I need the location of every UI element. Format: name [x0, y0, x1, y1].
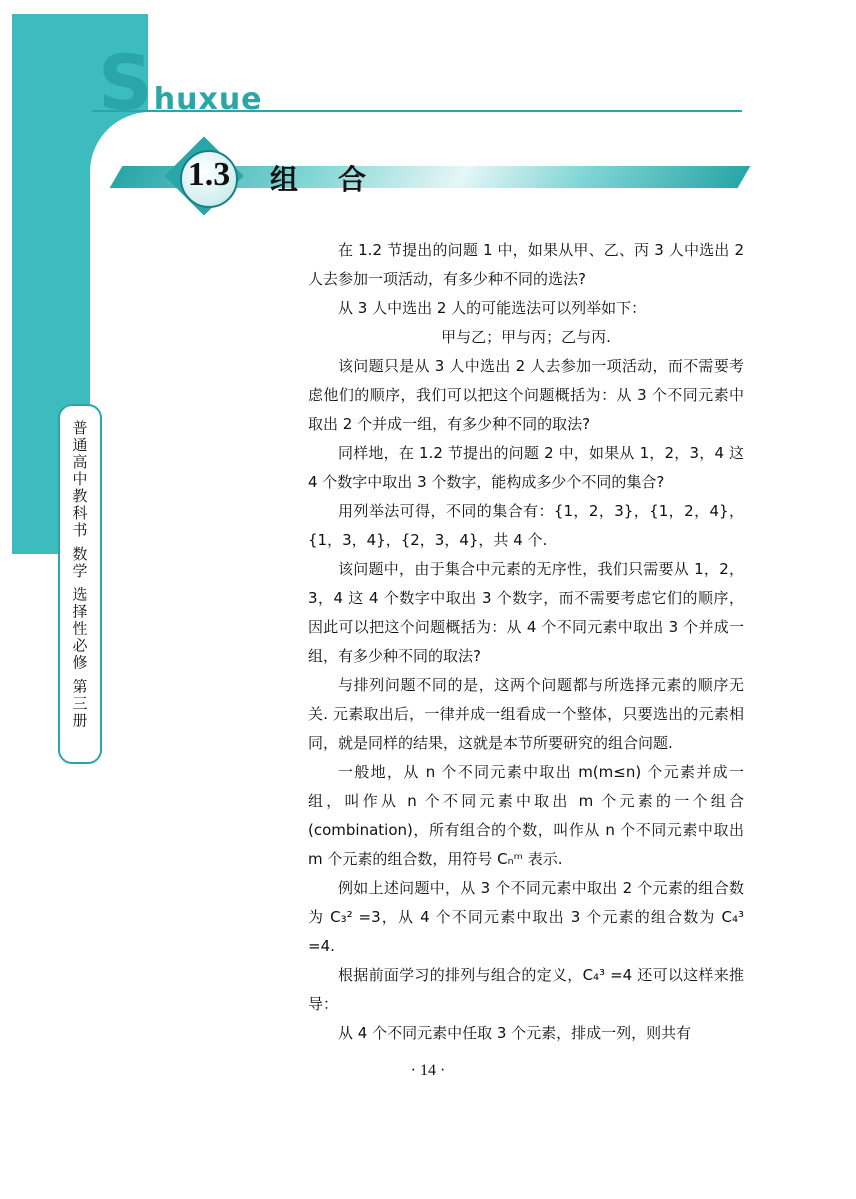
paragraph: 例如上述问题中，从 3 个不同元素中取出 2 个元素的组合数为 C₃² =3，从 4 个不同元素中取出 3 个元素的组合数为 C₄³ =4.	[308, 879, 744, 955]
book-series-label	[58, 404, 102, 764]
paragraph: 同样地，在 1.2 节提出的问题 2 中，如果从 1，2，3，4 这 4 个数字中取出 3 个数字，能构成多少个不同的集合?	[308, 444, 744, 491]
main-text	[308, 236, 744, 1048]
book-series-text: 普通高中教科书 数学 选择性必修 第三册	[70, 420, 89, 730]
paragraph: 该问题中，由于集合中元素的无序性，我们只需要从 1，2，3，4 这 4 个数字中取出 3 个数字，而不需要考虑它们的顺序，因此可以把这个问题概括为：从 4 个不同元素中取出 3 个并成一组，有多少种不同的取法?	[308, 560, 744, 665]
paragraph: 用列举法可得，不同的集合有：{1，2，3}，{1，2，4}，{1，3，4}，{2，3，4}，共 4 个.	[308, 502, 744, 549]
paragraph: 一般地，从 n 个不同元素中取出 m(m≤n) 个元素并成一组，叫作从 n 个不同元素中取出 m 个元素的一个组合(combination)，所有组合的个数，叫作从 n 个不同元素中取出 m 个元素的组合数，用符号 Cₙᵐ 表示.	[308, 763, 744, 868]
page-number: · 14 ·	[410, 1062, 446, 1079]
section-title: 组合	[270, 163, 407, 196]
brand-initial: S	[98, 38, 154, 127]
paragraph: 从 4 个不同元素中任取 3 个元素，排成一列，则共有	[338, 1024, 692, 1042]
paragraph: 与排列问题不同的是，这两个问题都与所选择元素的顺序无关. 元素取出后，一律并成一组看成一个整体，只要选出的元素相同，就是同样的结果，这就是本节所要研究的组合问题.	[308, 676, 744, 752]
paragraph: 根据前面学习的排列与组合的定义，C₄³ =4 还可以这样来推导：	[308, 966, 744, 1013]
paragraph: 该问题只是从 3 人中选出 2 人去参加一项活动，而不需要考虑他们的顺序，我们可以把这个问题概括为：从 3 个不同元素中取出 2 个并成一组，有多少种不同的取法?	[308, 357, 744, 433]
brand-rest: huxue	[153, 82, 263, 117]
paragraph: 在 1.2 节提出的问题 1 中，如果从甲、乙、丙 3 人中选出 2 人去参加一项活动，有多少种不同的选法?	[308, 241, 744, 288]
brand-logo	[98, 38, 263, 127]
section-number: 1.3	[187, 156, 231, 193]
paragraph: 从 3 人中选出 2 人的可能选法可以列举如下：	[338, 299, 647, 317]
paragraph-list: 甲与乙；甲与丙；乙与丙.	[441, 328, 611, 346]
